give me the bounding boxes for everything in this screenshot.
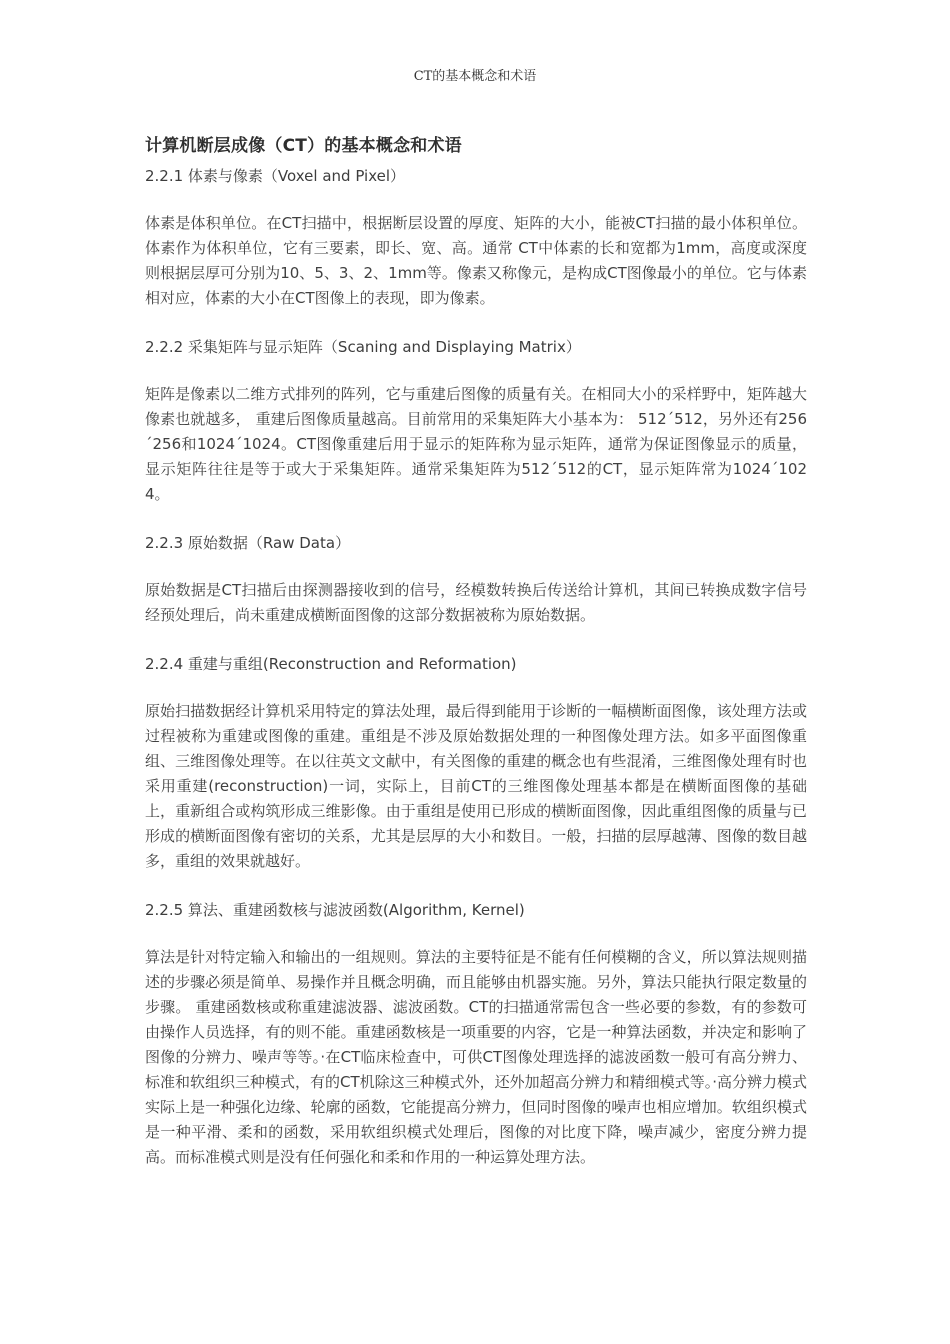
section-heading-raw-data: 2.2.3 原始数据（Raw Data） [145, 534, 351, 552]
section-body-algorithm: 算法是针对特定输入和输出的一组规则。算法的主要特征是不能有任何模糊的含义，所以算法规则描述的步骤必须是简单、易操作并且概念明确，而且能够由机器实施。另外，算法只能执行限定数量的步骤。 重建函数核或称重建滤波器、滤波函数。CT的扫描通常需包含一些必要的参数，有的参数可由操作人员选择，有的则不能。重建函数核是一项重要的内容，它是一种算法函数，并决定和影响了图像的分辨力、噪声等等。·在CT临床检查中，可供CT图像处理选择的滤波函数一般可有高分辨力、标准和软组织三种模式，有的CT机除这三种模式外，还外加超高分辨力和精细模式等。·高分辨力模式实际上是一种强化边缘、轮廓的函数，它能提高分辨力，但同时图像的噪声也相应增加。软组织模式是一种平滑、柔和的函数，采用软组织模式处理后，图像的对比度下降，噪声减少，密度分辨力提高。而标准模式则是没有任何强化和柔和作用的一种运算处理方法。 [145, 948, 807, 1166]
section-heading-matrix: 2.2.2 采集矩阵与显示矩阵（Scaning and Displaying Matrix） [145, 338, 581, 356]
document-title: 计算机断层成像（CT）的基本概念和术语 [145, 136, 462, 156]
section-heading-reconstruction: 2.2.4 重建与重组(Reconstruction and Reformation) [145, 655, 517, 673]
section-body-reconstruction: 原始扫描数据经计算机采用特定的算法处理，最后得到能用于诊断的一幅横断面图像，该处理方法或过程被称为重建或图像的重建。重组是不涉及原始数据处理的一种图像处理方法。如多平面图像重组、三维图像处理等。在以往英文文献中，有关图像的重建的概念也有些混淆，三维图像处理有时也采用重建(reconstruction)一词，实际上，目前CT的三维图像处理基本都是在横断面图像的基础上，重新组合或构筑形成三维影像。由于重组是使用已形成的横断面图像，因此重组图像的质量与已形成的横断面图像有密切的关系，尤其是层厚的大小和数目。一般，扫描的层厚越薄、图像的数目越多，重组的效果就越好。 [145, 702, 807, 870]
running-header: CT的基本概念和术语 [413, 69, 537, 84]
section-body-voxel-pixel: 体素是体积单位。在CT扫描中，根据断层设置的厚度、矩阵的大小，能被CT扫描的最小体积单位。体素作为体积单位，它有三要素，即长、宽、高。通常 CT中体素的长和宽都为1mm，高度或深度则根据层厚可分别为10、5、3、2、1mm等。像素又称像元，是构成CT图像最小的单位。它与体素相对应，体素的大小在CT图像上的表现，即为像素。 [145, 214, 807, 307]
document-body [145, 132, 807, 1194]
section-body-raw-data: 原始数据是CT扫描后由探测器接收到的信号，经模数转换后传送给计算机，其间已转换成数字信号经预处理后，尚未重建成横断面图像的这部分数据被称为原始数据。 [145, 581, 807, 624]
section-body-matrix: 矩阵是像素以二维方式排列的阵列，它与重建后图像的质量有关。在相同大小的采样野中，矩阵越大像素也就越多， 重建后图像质量越高。目前常用的采集矩阵大小基本为： 512´512，另外还有256´256和1024´1024。CT图像重建后用于显示的矩阵称为显示矩阵，通常为保证图像显示的质量，显示矩阵往往是等于或大于采集矩阵。通常采集矩阵为512´512的CT，显示矩阵常为1024´1024。 [145, 385, 807, 503]
section-heading-voxel-pixel: 2.2.1 体素与像素（Voxel and Pixel） [145, 167, 406, 185]
section-heading-algorithm: 2.2.5 算法、重建函数核与滤波函数(Algorithm, Kernel) [145, 901, 525, 919]
